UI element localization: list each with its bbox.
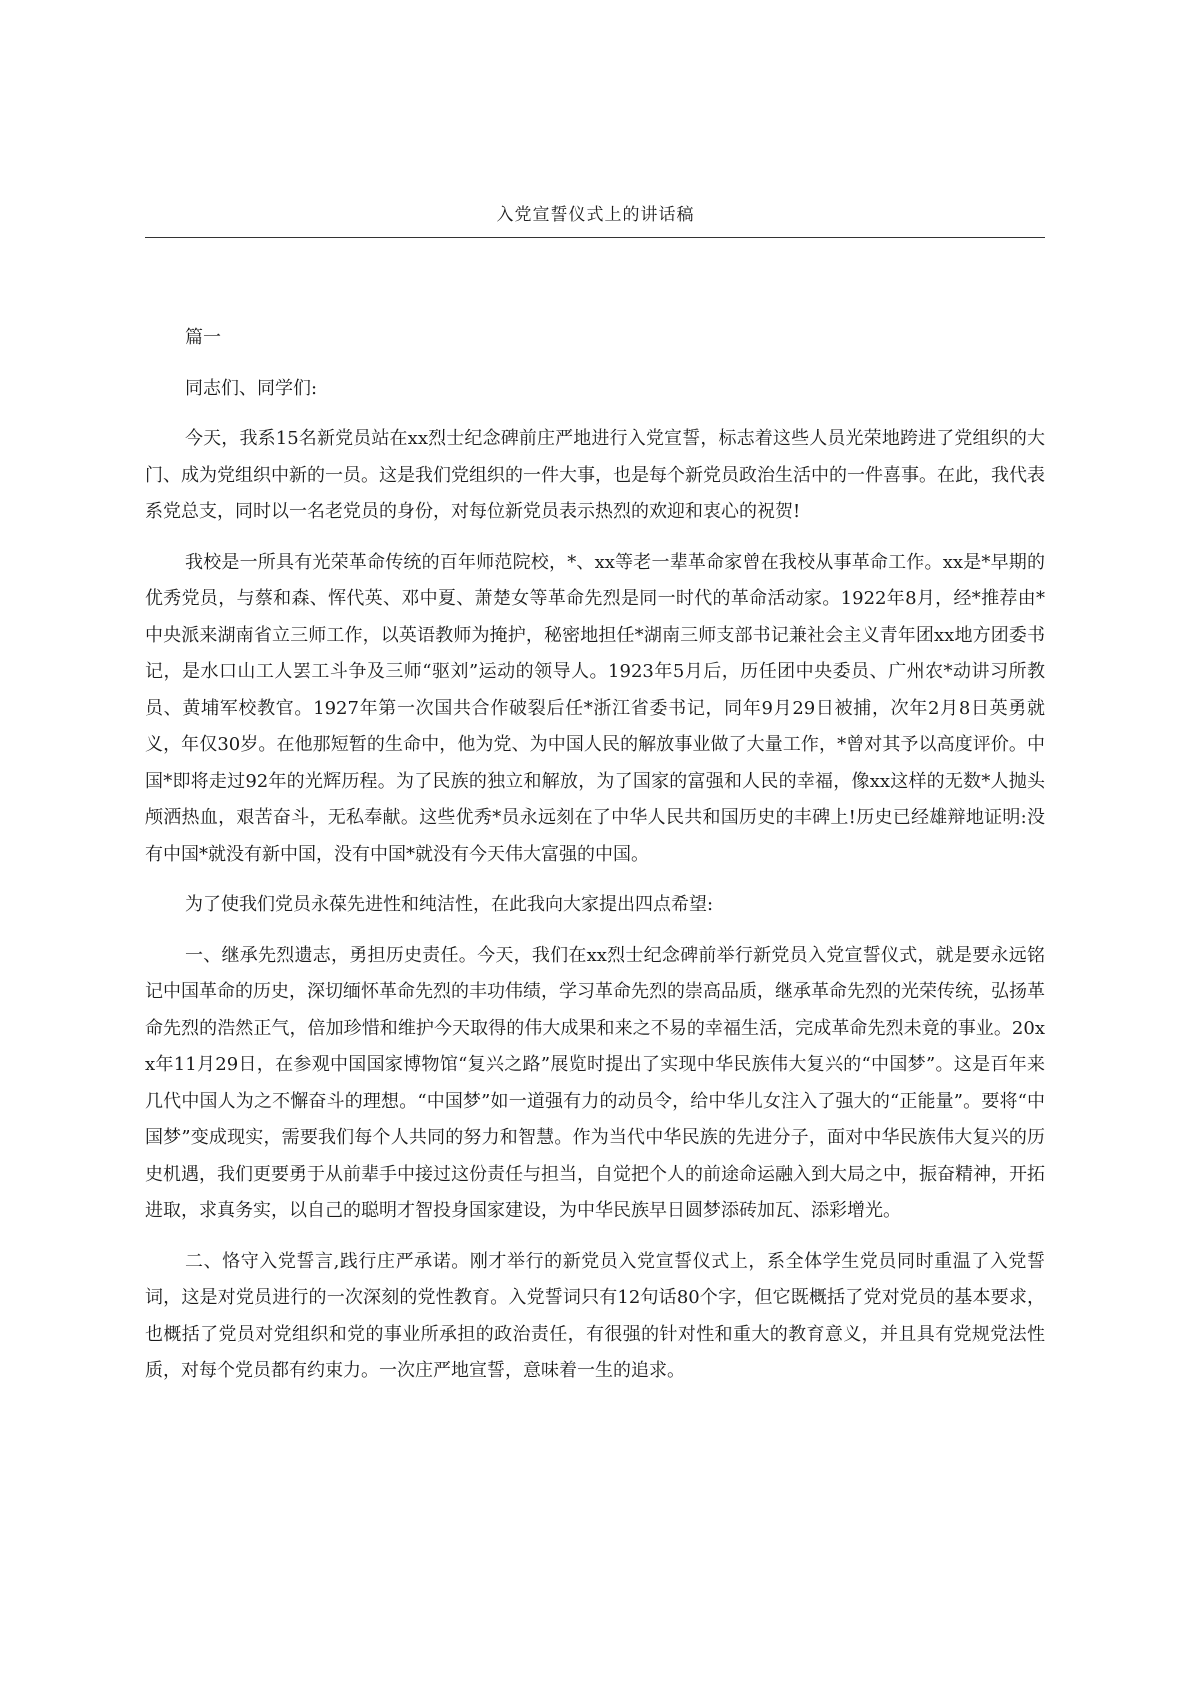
section-label: 篇一 [185,327,221,348]
body-paragraph: 我校是一所具有光荣革命传统的百年师范院校，*、xx等老一辈革命家曾在我校从事革命工作。xx是*早期的优秀党员，与蔡和森、恽代英、邓中夏、萧楚女等革命先烈是同一时代的革命活动家。1922年8月，经*推荐由*中央派来湖南省立三师工作，以英语教师为掩护，秘密地担任*湖南三师支部书记兼社会主义青年团xx地方团委书记，是水口山工人罢工斗争及三师“驱刘”运动的领导人。1923年5月后，历任团中央委员、广州农*动讲习所教员、黄埔军校教官。1927年第一次国共合作破裂后任*浙江省委书记，同年9月29日被捕，次年2月8日英勇就义，年仅30岁。在他那短暂的生命中，他为党、为中国人民的解放事业做了大量工作，*曾对其予以高度评价。中国*即将走过92年的光辉历程。为了民族的独立和解放，为了国家的富强和人民的幸福，像xx这样的无数*人抛头颅洒热血，艰苦奋斗，无私奉献。这些优秀*员永远刻在了中华人民共和国历史的丰碑上!历史已经雄辩地证明:没有中国*就没有新中国，没有中国*就没有今天伟大富强的中国。 [145,551,1045,865]
salutation: 同志们、同学们: [185,377,318,399]
body-paragraph: 一、继承先烈遗志，勇担历史责任。今天，我们在xx烈士纪念碑前举行新党员入党宣誓仪式，就是要永远铭记中国革命的历史，深切缅怀革命先烈的丰功伟绩，学习革命先烈的崇高品质，继承革命先烈的光荣传统，弘扬革命先烈的浩然正气，倍加珍惜和维护今天取得的伟大成果和来之不易的幸福生活，完成革命先烈未竟的事业。20xx年11月29日，在参观中国国家博物馆“复兴之路”展览时提出了实现中华民族伟大复兴的“中国梦”。这是百年来几代中国人为之不懈奋斗的理想。“中国梦”如一道强有力的动员令，给中华儿女注入了强大的“正能量”。要将“中国梦”变成现实，需要我们每个人共同的努力和智慧。作为当代中华民族的先进分子，面对中华民族伟大复兴的历史机遇，我们更要勇于从前辈手中接过这份责任与担当，自觉把个人的前途命运融入到大局之中，振奋精神，开拓进取，求真务实，以自己的聪明才智投身国家建设，为中华民族早日圆梦添砖加瓦、添彩增光。 [145,944,1045,1221]
page-header-title: 入党宣誓仪式上的讲话稿 [496,205,695,225]
body-paragraph: 二、恪守入党誓言,践行庄严承诺。刚才举行的新党员入党宣誓仪式上，系全体学生党员同时重温了入党誓词，这是对党员进行的一次深刻的党性教育。入党誓词只有12句话80个字，但它既概括了党对党员的基本要求，也概括了党员对党组织和党的事业所承担的政治责任，有很强的针对性和重大的教育意义，并且具有党规党法性质，对每个党员都有约束力。一次庄严地宣誓，意味着一生的追求。 [145,1250,1045,1381]
document-body [145,320,1045,1390]
body-paragraph: 为了使我们党员永葆先进性和纯洁性，在此我向大家提出四点希望: [185,894,714,915]
header-divider [145,237,1045,238]
body-paragraph: 今天，我系15名新党员站在xx烈士纪念碑前庄严地进行入党宣誓，标志着这些人员光荣地跨进了党组织的大门、成为党组织中新的一员。这是我们党组织的一件大事，也是每个新党员政治生活中的一件喜事。在此，我代表系党总支，同时以一名老党员的身份，对每位新党员表示热烈的欢迎和衷心的祝贺! [145,428,1045,522]
